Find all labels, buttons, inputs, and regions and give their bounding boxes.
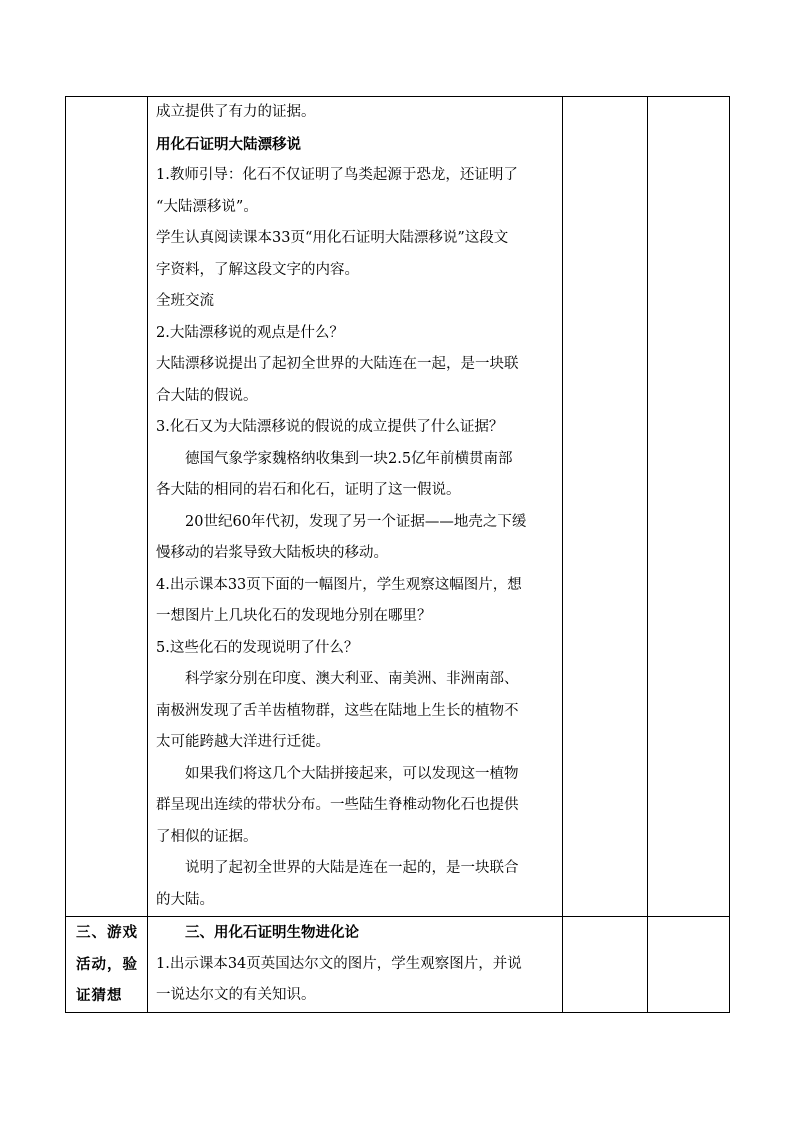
text-line: 各大陆的相同的岩石和化石，证明了这一假说。 [156,482,461,498]
phase-cell [66,97,148,917]
notes-cell [648,917,730,1013]
text-line: “大陆漂移说”。 [156,198,258,215]
text-line: 慢移动的岩浆导致大陆板块的移动。 [156,545,388,561]
phase-line: 活动，验 [76,955,138,973]
content-cell [148,97,563,917]
text-line: 20世纪60年代初，发现了另一个证据——地壳之下缓 [185,513,527,530]
student-activity-cell [563,917,648,1013]
table-row [66,917,730,1013]
text-line: 的大陆。 [156,891,214,908]
text-line: 3.化石又为大陆漂移说的假说的成立提供了什么证据？ [156,419,504,435]
text-line: 了相似的证据。 [156,828,258,845]
text-line: 大陆漂移说提出了起初全世界的大陆连在一起，是一块联 [156,356,519,372]
phase-cell [66,917,148,1013]
phase-line: 三、游戏 [76,924,138,941]
text-line: 2.大陆漂移说的观点是什么？ [156,324,344,341]
text-line: 说明了起初全世界的大陆是连在一起的，是一块联合 [185,860,519,876]
lesson-plan-table [65,96,730,1013]
text-line: 科学家分别在印度、澳大利亚、南美洲、非洲南部、 [185,671,519,687]
text-line: 4.出示课本33页下面的一幅图片，学生观察这幅图片，想 [156,576,522,593]
text-line: 太可能跨越大洋进行迁徙。 [156,734,330,750]
text-line: 成立提供了有力的证据。 [156,104,316,120]
content-cell [148,917,563,1013]
text-line: 一说达尔文的有关知识。 [156,987,316,1003]
text-line: 群呈现出连续的带状分布。一些陆生脊椎动物化石也提供 [156,797,519,813]
content-text [148,97,562,916]
text-line: 1.出示课本34页英国达尔文的图片，学生观察图片，并说 [156,955,522,972]
text-line: 1.教师引导：化石不仅证明了鸟类起源于恐龙，还证明了 [156,167,518,183]
phase-label [66,917,147,1012]
text-line: 5.这些化石的发现说明了什么？ [156,639,359,656]
text-line: 一想图片上几块化石的发现地分别在哪里？ [156,608,432,624]
text-line: 德国气象学家魏格纳收集到一块2.5亿年前横贯南部 [185,450,513,467]
content-text [148,917,562,1012]
text-line: 用化石证明大陆漂移说 [156,135,301,153]
text-line: 南极洲发现了舌羊齿植物群，这些在陆地上生长的植物不 [156,702,519,719]
student-activity-cell [563,97,648,917]
text-line: 合大陆的假说。 [156,387,258,404]
notes-cell [648,97,730,917]
table-row [66,97,730,917]
text-line: 三、用化石证明生物进化论 [185,924,359,941]
text-line: 学生认真阅读课本33页“用化石证明大陆漂移说”这段文 [156,230,509,246]
text-line: 如果我们将这几个大陆拼接起来，可以发现这一植物 [185,765,519,782]
text-line: 全班交流 [156,293,214,309]
phase-line: 证猜想 [76,987,123,1004]
text-line: 字资料，了解这段文字的内容。 [156,261,359,278]
